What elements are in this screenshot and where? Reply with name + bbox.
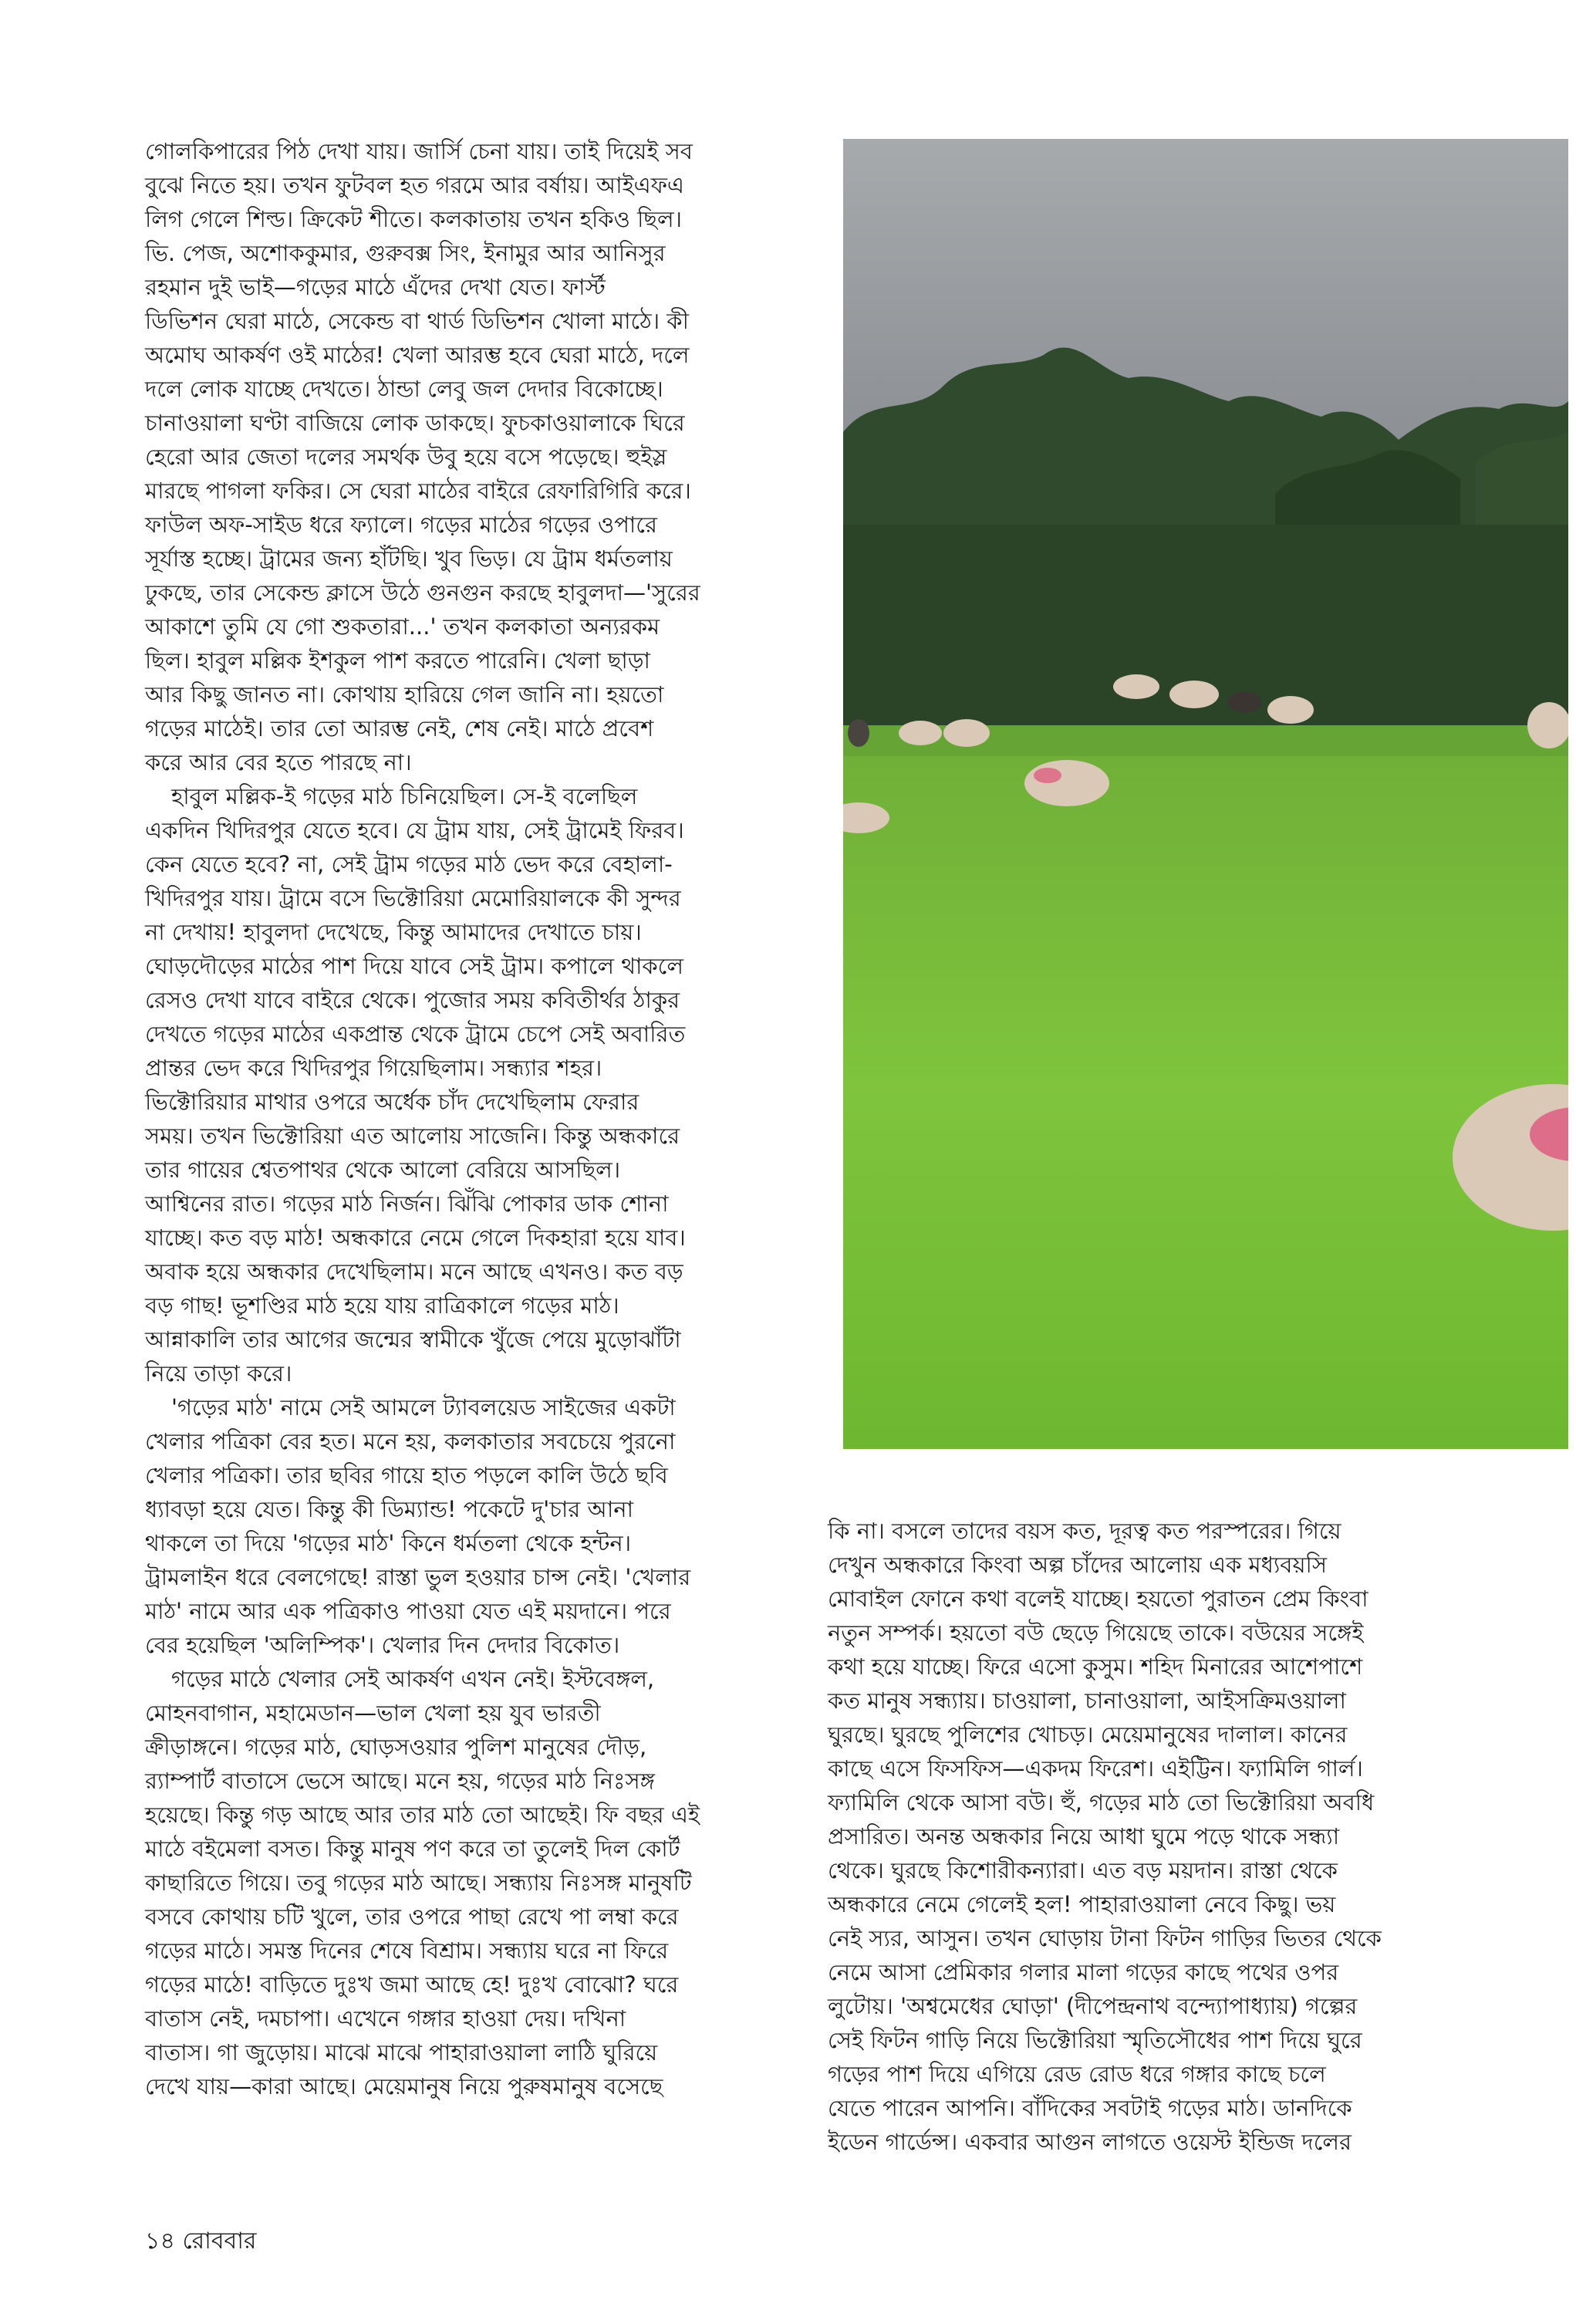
text-line: ডিভিশন ঘেরা মাঠে, সেকেন্ড বা থার্ড ডিভিশন খোলা মাঠে। কী [145,308,689,334]
text-line: আন্নাকালি তার আগের জন্মের স্বামীকে খুঁজে পেয়ে মুড়োঝাঁটা [145,1326,681,1353]
text-line: আশ্বিনের রাত। গড়ের মাঠ নির্জন। ঝিঁঝি পোকার ডাক শোনা [145,1191,669,1217]
text-line: ঢুকছে, তার সেকেন্ড ক্লাসে উঠে গুনগুন করছে হাবুলদা—'সুরের [145,579,700,606]
text-line: থাকলে তা দিয়ে 'গড়ের মাঠ' কিনে ধর্মতলা থেকে হন্টন। [145,1530,632,1556]
text-line: অন্ধকারে নেমে গেলেই হল! পাহারাওয়ালা নেবে কিছু। ভয় [828,1891,1336,1917]
text-line: বড় গাছ! ভূশণ্ডির মাঠ হয়ে যায় রাত্রিকালে গড়ের মাঠ। [145,1292,619,1319]
text-line: দেখতে গড়ের মাঠের একপ্রান্ত থেকে ট্রামে চেপে সেই অবারিত [145,1021,686,1047]
text-line: যাচ্ছে। কত বড় মাঠ! অন্ধকারে নেমে গেলে দিকহারা হয়ে যাব। [145,1224,686,1251]
text-line: খেলার পত্রিকা। তার ছবির গায়ে হাত পড়লে কালি উঠে ছবি [145,1462,668,1488]
text-line: মারছে পাগলা ফকির। সে ঘেরা মাঠের বাইরে রেফারিগিরি করে। [145,478,691,504]
text-line: মোহনবাগান, মহামেডান—ভাল খেলা হয় যুব ভারতী [145,1700,601,1726]
text-line: হয়েছে। কিন্তু গড় আছে আর তার মাঠ তো আছেই। ফি বছর এই [145,1802,700,1828]
text-line: নেমে আসা প্রেমিকার গলার মালা গড়ের কাছে পথের ওপর [828,1959,1339,1985]
text-line: ফাউল অফ-সাইড ধরে ফ্যালে। গড়ের মাঠের গড়ের ওপারে [145,512,657,538]
text-line: দলে লোক যাচ্ছে দেখতে। ঠান্ডা লেবু জল দেদার বিকোচ্ছে। [145,376,663,402]
text-line: কি না। বসলে তাদের বয়স কত, দূরত্ব কত পরস্পরের। গিয়ে [828,1518,1341,1544]
text-line: খেলার পত্রিকা বের হত। মনে হয়, কলকাতার সবচেয়ে পুরনো [145,1428,676,1454]
text-line: সূর্যাস্ত হচ্ছে। ট্রামের জন্য হাঁটছি। খুব ভিড়। যে ট্রাম ধর্মতলায় [145,546,673,572]
text-line: 'গড়ের মাঠ' নামে সেই আমলে ট্যাবলয়েড সাইজের একটা [171,1394,676,1420]
text-line: কথা হয়ে যাচ্ছে। ফিরে এসো কুসুম। শহিদ মিনারের আশেপাশে [828,1653,1363,1680]
text-line: ক্রীড়াঙ্গনে। গড়ের মাঠ, ঘোড়সওয়ার পুলিশ মানুষের দৌড়, [145,1734,647,1760]
text-line: ঘোড়দৌড়ের মাঠের পাশ দিয়ে যাবে সেই ট্রাম। কপালে থাকলে [145,953,683,979]
text-line: যেতে পারেন আপনি। বাঁদিকের সবটাই গড়ের মাঠ। ডানদিকে [828,2095,1352,2121]
text-line: নতুন সম্পর্ক। হয়তো বউ ছেড়ে গিয়েছে তাকে। বউয়ের সঙ্গেই [828,1620,1364,1646]
text-line: প্রান্তর ভেদ করে খিদিরপুর গিয়েছিলাম। সন্ধ্যার শহর। [145,1055,602,1081]
left-text-column [145,134,847,2103]
text-line: অমোঘ আকর্ষণ ওই মাঠের! খেলা আরম্ভ হবে ঘেরা মাঠে, দলে [145,342,690,368]
text-line: বের হয়েছিল 'অলিম্পিক'। খেলার দিন দেদার বিকোত। [145,1632,620,1658]
text-line: র‍্যাম্পার্ট বাতাসে ভেসে আছে। মনে হয়, গড়ের মাঠ নিঃসঙ্গ [145,1768,655,1794]
text-line: রেসও দেখা যাবে বাইরে থেকে। পুজোর সময় কবিতীর্থর ঠাকুর [145,987,680,1013]
text-line: একদিন খিদিরপুর যেতে হবে। যে ট্রাম যায়, সেই ট্রামেই ফিরব। [145,817,684,843]
right-text-column [828,1514,1507,2159]
text-line: গোলকিপারের পিঠ দেখা যায়। জার্সি চেনা যায়। তাই দিয়েই সব [145,138,693,164]
text-line: না দেখায়! হাবুলদা দেখেছে, কিন্তু আমাদের দেখাতে চায়। [145,919,642,945]
text-line: বুঝে নিতে হয়। তখন ফুটবল হত গরমে আর বর্ষায়। আইএফএ [145,172,684,198]
text-line: কত মানুষ সন্ধ্যায়। চাওয়ালা, চানাওয়ালা, আইসক্রিমওয়ালা [828,1687,1346,1714]
text-line: ভিক্টোরিয়ার মাথার ওপরে অর্ধেক চাঁদ দেখেছিলাম ফেরার [145,1089,640,1115]
text-line: ধ্যাবড়া হয়ে যেত। কিন্তু কী ডিম্যান্ড! পকেটে দু'চার আনা [145,1496,633,1522]
text-line: ভি. পেজ, অশোককুমার, গুরুবক্স সিং, ইনামুর আর আনিসুর [145,240,666,266]
text-line: ছিল। হাবুল মল্লিক ইশকুল পাশ করতে পারেনি। খেলা ছাড়া [145,647,650,674]
text-line: প্রসারিত। অনন্ত অন্ধকার নিয়ে আধা ঘুমে পড়ে থাকে সন্ধ্যা [828,1823,1340,1849]
text-line: কাছারিতে গিয়ে। তবু গড়ের মাঠ আছে। সন্ধ্যায় নিঃসঙ্গ মানুষটি [145,1870,692,1896]
grass-field [843,725,1568,1449]
text-line: সেই ফিটন গাড়ি নিয়ে ভিক্টোরিয়া স্মৃতিসৌধের পাশ দিয়ে ঘুরে [828,2027,1362,2053]
text-line: গড়ের মাঠে খেলার সেই আকর্ষণ এখন নেই। ইস্টবেঙ্গল, [171,1666,655,1692]
text-line: ট্রামলাইন ধরে বেলগেছে! রাস্তা ভুল হওয়ার চান্স নেই। 'খেলার [145,1564,691,1590]
text-line: সময়। তখন ভিক্টোরিয়া এত আলোয় সাজেনি। কিন্তু অন্ধকারে [145,1123,680,1149]
text-line: হেরো আর জেতা দলের সমর্থক উবু হয়ে বসে পড়েছে। হুইস্ল [145,444,667,470]
text-line: বাতাস নেই, দমচাপা। এখেনে গঙ্গার হাওয়া দেয়। দখিনা [145,2005,626,2032]
text-line: গড়ের মাঠেই। তার তো আরম্ভ নেই, শেষ নেই। মাঠে প্রবেশ [145,715,654,741]
text-line: রহমান দুই ভাই—গড়ের মাঠে এঁদের দেখা যেত। ফার্স্ট [145,274,606,300]
text-line: ফ্যামিলি থেকে আসা বউ। হুঁ, গড়ের মাঠ তো ভিক্টোরিয়া অবধি [828,1789,1375,1816]
text-line: খিদিরপুর যায়। ট্রামে বসে ভিক্টোরিয়া মেমোরিয়ালকে কী সুন্দর [145,885,681,911]
text-line: ঘুরছে। ঘুরছে পুলিশের খোচড়। মেয়েমানুষের দালাল। কানের [828,1721,1348,1748]
text-line: দেখুন অন্ধকারে কিংবা অল্প চাঁদের আলোয় এক মধ্যবয়সি [828,1552,1327,1578]
text-line: মোবাইল ফোনে কথা বলেই যাচ্ছে। হয়তো পুরাতন প্রেম কিংবা [828,1586,1368,1612]
maidan-sheep-photo [843,139,1568,1449]
text-line: কেন যেতে হবে? না, সেই ট্রাম গড়ের মাঠ ভেদ করে বেহালা- [145,851,673,877]
text-line: আর কিছু জানত না। কোথায় হারিয়ে গেল জানি না। হয়তো [145,681,664,708]
text-line: দেখে যায়—কারা আছে। মেয়েমানুষ নিয়ে পুরুষমানুষ বসেছে [145,2073,663,2099]
text-line: তার গায়ের শ্বেতপাথর থেকে আলো বেরিয়ে আসছিল। [145,1157,621,1183]
page-folio: ১৪ রোববার [145,2228,257,2255]
text-line: ইডেন গার্ডেন্স। একবার আগুন লাগতে ওয়েস্ট ইন্ডিজ দলের [828,2129,1352,2155]
text-line: হাবুল মল্লিক-ই গড়ের মাঠ চিনিয়েছিল। সে-ই বলেছিল [171,783,638,809]
text-line: অবাক হয়ে অন্ধকার দেখেছিলাম। মনে আছে এখনও। কত বড় [145,1258,683,1285]
text-line: লুটোয়। 'অশ্বমেধের ঘোড়া' (দীপেন্দ্রনাথ বন্দ্যোপাধ্যায়) গল্পের [828,1993,1358,2019]
text-line: লিগ গেলে শিল্ড। ক্রিকেট শীতে। কলকাতায় তখন হকিও ছিল। [145,206,682,232]
text-line: বসবে কোথায় চটি খুলে, তার ওপরে পাছা রেখে পা লম্বা করে [145,1903,679,1930]
text-line: মাঠ' নামে আর এক পত্রিকাও পাওয়া যেত এই ময়দানে। পরে [145,1598,671,1624]
text-line: গড়ের মাঠে! বাড়িতে দুঃখ জমা আছে হে! দুঃখ বোঝো? ঘরে [145,1971,679,1998]
text-line: থেকে। ঘুরছে কিশোরীকন্যারা। এত বড় ময়দান। রাস্তা থেকে [828,1857,1338,1883]
text-line: চানাওয়ালা ঘণ্টা বাজিয়ে লোক ডাকছে। ফুচকাওয়ালাকে ঘিরে [145,410,685,436]
text-line: কাছে এসে ফিসফিস—একদম ফিরেশ। এইট্টিন। ফ্যামিলি গার্ল। [828,1755,1363,1782]
text-line: গড়ের মাঠে। সমস্ত দিনের শেষে বিশ্রাম। সন্ধ্যায় ঘরে না ফিরে [145,1937,669,1964]
text-line: গড়ের পাশ দিয়ে এগিয়ে রেড রোড ধরে গঙ্গার কাছে চলে [828,2061,1326,2087]
text-line: আকাশে তুমি যে গো শুকতারা...' তখন কলকাতা অন্যরকম [145,613,660,640]
text-line: মাঠে বইমেলা বসত। কিন্তু মানুষ পণ করে তা তুলেই দিল কোর্ট [145,1836,680,1862]
text-line: করে আর বের হতে পারছে না। [145,749,412,775]
text-line: নিয়ে তাড়া করে। [145,1360,292,1387]
text-line: নেই স্যর, আসুন। তখন ঘোড়ায় টানা ফিটন গাড়ির ভিতর থেকে [828,1925,1382,1951]
text-line: বাতাস। গা জুড়োয়। মাঝে মাঝে পাহারাওয়ালা লাঠি ঘুরিয়ে [145,2039,658,2066]
